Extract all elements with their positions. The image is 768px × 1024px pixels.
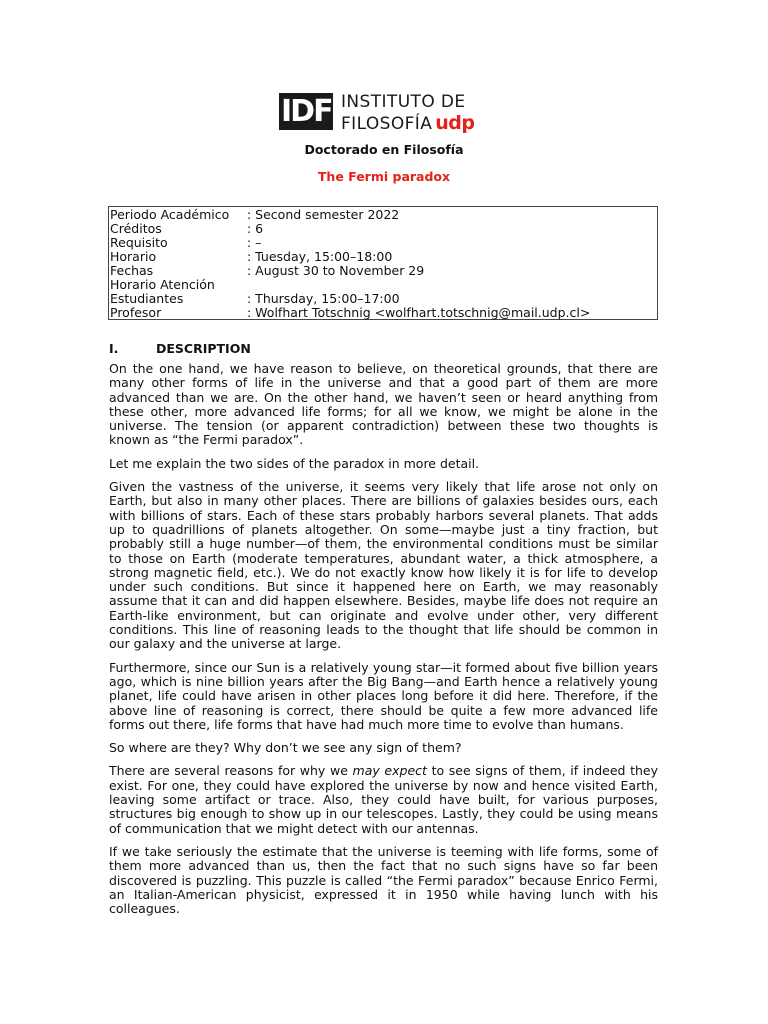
course-info-table [108,206,658,320]
info-row-horario-atencion [109,278,657,292]
logo-mark: IDF [281,94,332,129]
info-label: Estudiantes [110,291,184,306]
info-row-horario [109,250,657,264]
section-heading [109,341,251,356]
info-value: : Tuesday, 15:00–18:00 [247,249,393,264]
info-row-requisito [109,236,657,250]
info-row-periodo [109,208,657,222]
paragraph-6 [109,764,658,835]
info-label: Profesor [110,305,162,320]
section-number: I. [109,341,119,356]
paragraph-6-end: to see signs of them, if indeed they exist. For one, they could have explored the universe by now and hence visited Earth, leaving some artifact or trace. Also, they could have built, for various purposes, structures big enough to show up in our telescopes. Lastly, they could be using means of communication that we might detect with our antennas. [109,763,658,836]
info-label: Fechas [110,263,154,278]
paragraph-4: Furthermore, since our Sun is a relatively young star—it formed about five billion years ago, which is nine billion years after the Big Bang—and Earth hence a relatively young planet, life could have arisen in other places long before it did here. Therefore, if the above line of reasoning is correct, there should be quite a few more advanced life forms out there, life forms that have had much more time to evolve than humans. [109,659,658,732]
paragraph-2: Let me explain the two sides of the paradox in more detail. [109,455,480,471]
info-label: Periodo Académico [110,207,230,222]
info-value: : Thursday, 15:00–17:00 [247,291,400,306]
info-label: Horario Atención [110,277,215,292]
info-value: : Wolfhart Totschnig <wolfhart.totschnig@mail.udp.cl> [247,305,591,320]
section-title: DESCRIPTION [156,341,251,356]
info-value: : Second semester 2022 [247,207,400,222]
info-value: : – [247,235,262,250]
paragraph-1: On the one hand, we have reason to believe, on theoretical grounds, that there are many other forms of life in the universe and that a good part of them are more advanced than we are. On the other hand, we haven’t seen or heard anything from these other, more advanced life forms; for all we know, we might be alone in the universe. The tension (or apparent contradiction) between these two thoughts is known as “the Fermi paradox”. [109,361,658,448]
info-label: Requisito [110,235,168,250]
paragraph-3: Given the vastness of the universe, it seems very likely that life arose not only on Earth, but also in many other places. There are billions of galaxies besides ours, each with billions of stars. Each of these stars probably harbors several planets. That adds up to quadrillions of planets altogether. On some—maybe just a tiny fraction, but probably still a huge number—of them, the environmental conditions must be similar to those on Earth (moderate temperatures, abundant water, a thick atmosphere, a strong magnetic field, etc.). We do not exactly know how likely it is for life to develop under such conditions. But since it happened here on Earth, we may reasonably assume that it can and did happen elsewhere. Besides, maybe life does not require an Earth-like environment, but can originate and evolve under other, very different conditions. This line of reasoning leads to the thought that life should be common in our galaxy and the universe at large. [109,479,658,652]
logo-brand-udp: udp [435,112,475,134]
document-title: The Fermi paradox [317,169,451,184]
info-label: Horario [110,249,157,264]
paragraph-5: So where are they? Why don’t we see any sign of them? [109,740,462,756]
info-value: : 6 [247,221,264,236]
logo-philosophy-text: FILOSOFÍA [341,114,433,134]
info-row-creditos [109,222,657,236]
info-row-profesor [109,306,657,320]
logo-line-philosophy [341,112,474,134]
paragraph-6-start: There are several reasons for why we [109,763,353,779]
info-row-fechas [109,264,657,278]
info-value: : August 30 to November 29 [247,263,425,278]
paragraph-7: If we take seriously the estimate that the universe is teeming with life forms, some of them more advanced than us, then the fact that no such signs have so far been discovered is puzzling. This puzzle is called “the Fermi paradox” because Enrico Fermi, an Italian-American physicist, expressed it in 1950 while having lunch with his colleagues. [109,843,658,917]
description-body [109,362,658,925]
info-value [247,278,657,292]
info-label: Créditos [110,221,162,236]
logo-line-institute: INSTITUTO DE [341,92,466,112]
program-title: Doctorado en Filosofía [304,142,464,157]
paragraph-6-emphasis: may expect [352,763,427,779]
info-row-estudiantes [109,292,657,306]
